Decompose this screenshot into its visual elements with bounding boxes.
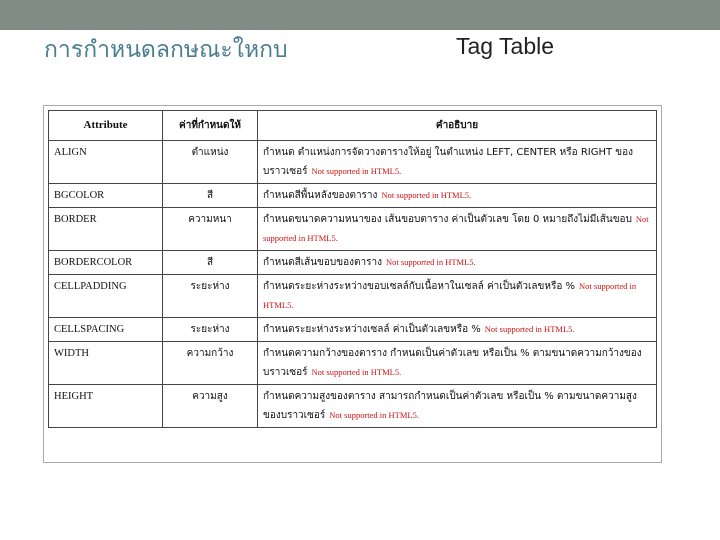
cell-attribute: BGCOLOR — [49, 184, 163, 208]
table-row — [49, 275, 657, 318]
cell-attribute: BORDER — [49, 208, 163, 251]
html5-note: Not supported in HTML5. — [484, 324, 575, 334]
html5-note: Not supported in HTML5. — [381, 190, 472, 200]
cell-attribute: WIDTH — [49, 342, 163, 385]
description-text: กำหนดขนาดความหนาของ เส้นขอบตาราง ค่าเป็นตัวเลข โดย 0 หมายถึงไม่มีเส้นขอบ — [263, 214, 632, 225]
cell-value: สี — [163, 184, 258, 208]
description-text: กำหนดระยะห่างระหว่างขอบเซลล์กับเนื้อหาในเซลล์ ค่าเป็นตัวเลขหรือ % — [263, 281, 576, 292]
header-attribute: Attribute — [49, 111, 163, 141]
slide-top-bar — [0, 0, 720, 30]
description-text: กำหนดสีเส้นขอบของตาราง — [263, 257, 382, 268]
table-row — [49, 342, 657, 385]
cell-description — [258, 184, 657, 208]
description-text: กำหนดความกว้างของตาราง กำหนดเป็นค่าตัวเลข หรือเป็น % ตามขนาดความกว้างของบราวเซอร์ — [263, 348, 642, 378]
cell-attribute: CELLPADDING — [49, 275, 163, 318]
html5-note: Not supported in HTML5. — [385, 257, 476, 267]
header-description: คำอธิบาย — [258, 111, 657, 141]
cell-value: ความหนา — [163, 208, 258, 251]
table-row — [49, 385, 657, 428]
header-value: ค่าที่กำหนดให้ — [163, 111, 258, 141]
cell-value: ตำแหน่ง — [163, 141, 258, 184]
tag-attribute-table — [48, 110, 657, 428]
cell-value: สี — [163, 251, 258, 275]
cell-description — [258, 251, 657, 275]
cell-value: ความสูง — [163, 385, 258, 428]
cell-description — [258, 318, 657, 342]
table-row — [49, 318, 657, 342]
html5-note: Not supported in HTML5. — [263, 214, 649, 243]
cell-description — [258, 385, 657, 428]
slide-title-english: Tag Table — [456, 33, 555, 59]
html5-note: Not supported in HTML5. — [311, 367, 402, 377]
cell-description — [258, 275, 657, 318]
cell-attribute: CELLSPACING — [49, 318, 163, 342]
description-text: กำหนดระยะห่างระหว่างเซลล์ ค่าเป็นตัวเลขหรือ % — [263, 324, 481, 335]
cell-description — [258, 342, 657, 385]
html5-note: Not supported in HTML5. — [311, 166, 402, 176]
table-row — [49, 184, 657, 208]
slide-title-thai: การกำหนดลกษณะใหกบ — [44, 37, 288, 63]
cell-attribute: HEIGHT — [49, 385, 163, 428]
description-text: กำหนด ตำแหน่งการจัดวางตารางให้อยู่ ในตำแหน่ง LEFT, CENTER หรือ RIGHT ของบราวเซอร์ — [263, 147, 633, 177]
cell-value: ระยะห่าง — [163, 318, 258, 342]
table-row — [49, 251, 657, 275]
cell-attribute: BORDERCOLOR — [49, 251, 163, 275]
cell-value: ความกว้าง — [163, 342, 258, 385]
table-header-row — [49, 111, 657, 141]
cell-value: ระยะห่าง — [163, 275, 258, 318]
cell-description — [258, 208, 657, 251]
html5-note: Not supported in HTML5. — [329, 410, 419, 420]
html5-note: Not supported in HTML5. — [263, 281, 637, 310]
cell-attribute: ALIGN — [49, 141, 163, 184]
description-text: กำหนดความสูงของตาราง สามารถกำหนดเป็นค่าตัวเลข หรือเป็น % ตามขนาดความสูงของบราวเซอร์ — [263, 391, 637, 421]
table-row — [49, 208, 657, 251]
cell-description — [258, 141, 657, 184]
table-row — [49, 141, 657, 184]
description-text: กำหนดสีพื้นหลังของตาราง — [263, 190, 378, 201]
